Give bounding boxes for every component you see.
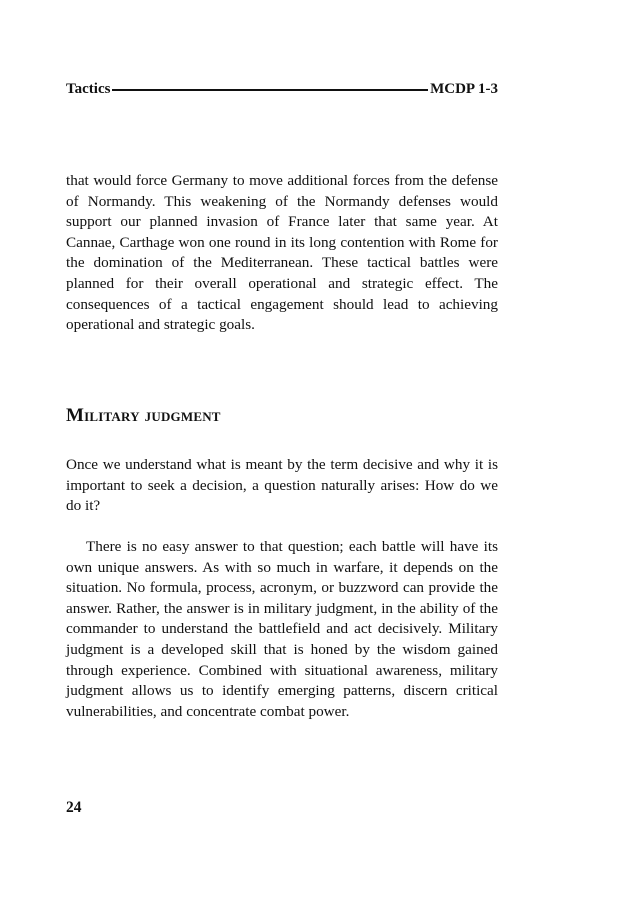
paragraph-intro: Once we understand what is meant by the term decisive and why it is important to seek a decision, a question naturally arises: How do we do it? <box>66 456 498 515</box>
header-publication-id: MCDP 1-3 <box>430 80 498 97</box>
paragraph-continuation: that would force Germany to move additional forces from the defense of Normandy. This weakening of the Normandy defenses would support our planned invasion of France later that same year. At Cannae, Carthage won one round in its long contention with Rome for the domination of the Mediterranean. These tactical battles were planned for their overall operational and strategic effect. The consequences of a tactical engagement should lead to achieving operational and strategic goals. <box>66 172 498 334</box>
header-chapter-title: Tactics <box>66 80 111 97</box>
page-number: 24 <box>66 799 82 816</box>
header-rule <box>112 89 428 91</box>
running-header <box>66 78 498 100</box>
section-heading: Military judgment <box>66 405 221 426</box>
paragraph-main: There is no easy answer to that question; each battle will have its own unique answers. As with so much in warfare, it depends on the situation. No formula, process, acronym, or buzzword can provide the answer. Rather, the answer is in military judgment, in the ability of the commander to understand the battlefield and act decisively. Military judgment is a developed skill that is honed by the wisdom gained through experience. Combined with situational awareness, military judgment allows us to identify emerging patterns, discern critical vulnerabilities, and concentrate combat power. <box>66 538 498 720</box>
